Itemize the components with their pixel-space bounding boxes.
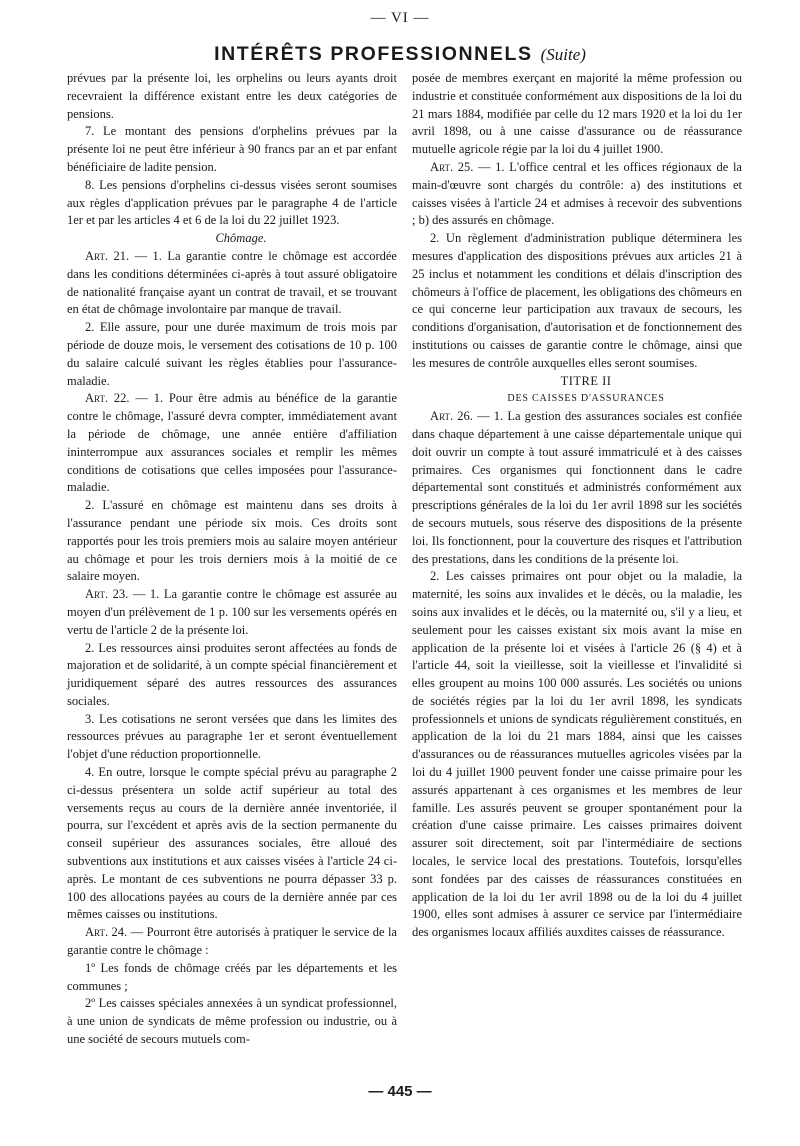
page-header: [0, 43, 800, 66]
right-column: [412, 70, 742, 942]
paragraph: 2. Elle assure, pour une durée maximum de trois mois par période de douze mois, le versement des cotisations de 10 p. 100 du salaire calculé suivant les règles établies pour l'assurance-maladie.: [67, 320, 397, 388]
article-text: — 1. La gestion des assurances sociales est confiée dans chaque département à une caisse départementale unique qui doit ouvrir un compte à tout assuré immatriculé et à des caisses primaires. Ces organismes qui fonctionnent dans le cadre départemental sont constitués et administrés conformément aux prescriptions générales de la loi du 1er avril 1898 sur les sociétés de secours mutuels, sous réserve des dispositions de la présente loi. Ils fonctionnent, pour la couverture des risques et l'attribution des prestations, dans les conditions de la présente loi.: [412, 409, 742, 566]
paragraph: 4. En outre, lorsque le compte spécial prévu au paragraphe 2 ci-dessus présentera un solde actif supérieur au total des versements reçus au cours de la dernière année inventoriée, il pourra, sur l'excédent et après avis de la section permanente du conseil supérieur des assurances sociales, être alloué des subventions aux institutions et aux caisses visées à l'article 24 ci-après. Le montant de ces subventions ne pourra dépasser 33 p. 100 des allocations payées au cours de la dernière année par ces mêmes caisses ou institutions.: [67, 765, 397, 922]
paragraph: 2. Un règlement d'administration publique déterminera les mesures d'application des dispositions prévues aux articles 21 à 25 inclus et notamment les conditions et délais d'inscription des chômeurs à l'office de placement, les obligations des chômeurs en ce qui concerne leur participation aux travaux de secours, les conditions d'organisation, d'autorisation et de fonctionnement des institutions ou caisses de garantie contre le chômage, ainsi que les mesures de contrôle auxquelles elles seront soumises.: [412, 231, 742, 370]
article-label: Art. 21.: [85, 248, 130, 263]
paragraph: prévues par la présente loi, les orphelins ou leurs ayants droit recevraient la différence existant entre les deux catégories de pensions.: [67, 71, 397, 121]
titre-heading: TITRE II: [560, 373, 612, 388]
article-23: [67, 586, 397, 639]
article-label: Art. 24.: [85, 925, 128, 940]
article-text: — 1. La garantie contre le chômage est assurée au moyen d'un prélèvement de 1 p. 100 sur les versements opérés en vertu de l'article 2 de la présente loi.: [67, 587, 397, 637]
titre-subtitle: DES CAISSES D'ASSURANCES: [507, 393, 665, 405]
article-text: — Pourront être autorisés à pratiquer le service de la garantie contre le chômage :: [67, 925, 397, 958]
left-column: [67, 70, 397, 1049]
paragraph: 2. Les ressources ainsi produites seront affectées au fonds de majoration et de solidarité, à un compte spécial financièrement et juridiquement séparé des autres ressources des assurances sociales.: [67, 640, 397, 708]
article-24: [67, 924, 397, 960]
paragraph: 3. Les cotisations ne seront versées que dans les limites des ressources prévues au paragraphe 1er et seront éventuellement l'objet d'une réduction proportionnelle.: [67, 711, 397, 762]
article-text: — 1. La garantie contre le chômage est accordée dans les conditions déterminées ci-après à tout assuré obligatoire de nationalité française ayant un contrat de travail, et se trouvant en état de chômage involontaire par manque de travail.: [67, 248, 397, 317]
header-suite: (Suite): [540, 45, 586, 64]
article-label: Art. 25.: [430, 159, 474, 174]
article-label: Art. 26.: [430, 409, 473, 424]
article-text: — 1. Pour être admis au bénéfice de la garantie contre le chômage, l'assuré devra compter, immédiatement avant la période de chômage, une année entière d'affiliation ininterrompue aux assurances sociales et remplir les mêmes conditions de cotisations que celles imposées pour l'assurance-maladie.: [67, 391, 397, 495]
paragraph: 2. Les caisses primaires ont pour objet ou la maladie, la maternité, les soins aux invalides et le décès, ou la maladie, les soins aux invalides et le décès, ou la maternité ou, s'il y a lieu, et seulement pour les caisses existant six mois avant la mise en application de la présente loi et visées à l'article 26 (§ 4) et à l'article 44, soit la vieillesse, soit la vieillesse et l'invalidité si elles groupent au moins 100 000 assurés. Les sociétés ou unions de sociétés régies par la loi du 1er avril 1898, les syndicats professionnels et unions de syndicats régulièrement constitués, en application de la loi du 21 mars 1884, ainsi que les caisses d'assurances ou de réassurances mutuelles agricoles visées par la loi du 4 juillet 1900 peuvent fonder une caisse primaire pour les assurés appartenant à ces organismes et les membres de leur famille. Les assurés peuvent se grouper spontanément pour la création d'une caisse primaire. Les caisses primaires doivent assurer soit directement, soit par l'intermédiaire de sections locales, le service local des prestations. Toutefois, lorsqu'elles sont fondées par des caisses de réassurances constituées en application de la loi du 1er avril 1898 ou de la loi du 4 juillet 1900, elles sont admises à assurer ce service par l'intermédiaire des organismes locaux affiliés auxdites caisses de réassurance.: [412, 569, 742, 940]
section-title: Chômage.: [215, 231, 267, 246]
list-item: 1º Les fonds de chômage créés par les départements et les communes ;: [67, 960, 397, 993]
article-label: Art. 23.: [85, 587, 129, 602]
article-label: Art. 22.: [85, 391, 130, 406]
paragraph: 7. Le montant des pensions d'orphelins prévues par la présente loi ne peut être inférieur à 90 francs par an et par enfant bénéficiaire de ladite pension.: [67, 124, 397, 174]
paragraph: 2. L'assuré en chômage est maintenu dans ses droits à l'assurance pendant une période six mois. Ces droits sont rapportés pour les trois premiers mois au salaire moyen antérieur au chômage et pour les trois derniers mois à la moitié de ce salaire moyen.: [67, 498, 397, 584]
paragraph: 8. Les pensions d'orphelins ci-dessus visées seront soumises aux règles d'application prévues par le paragraphe 4 de l'article 1er et par les articles 4 et 6 de la loi du 22 juillet 1923.: [67, 177, 397, 228]
article-text: — 1. L'office central et les offices régionaux de la main-d'œuvre sont chargés du contrôle: a) des institutions et caisses visées à l'article 24 et admises à recevoir des subventions ; b) des assurés en chômage.: [412, 159, 742, 228]
list-item: 2º Les caisses spéciales annexées à un syndicat professionnel, à une union de syndicats de même profession ou industrie, ou à une société de secours mutuels com-: [67, 996, 397, 1047]
header-title: INTÉRÊTS PROFESSIONNELS: [214, 43, 533, 65]
page-number-bottom: — 445 —: [368, 1083, 432, 1100]
article-26: [412, 408, 742, 568]
article-25: [412, 159, 742, 230]
article-22: [67, 390, 397, 497]
page-number-top: — VI —: [370, 10, 430, 26]
article-21: [67, 248, 397, 319]
paragraph: posée de membres exerçant en majorité la même profession ou industrie et constituée conformément aux dispositions de la loi du 21 mars 1884, modifiée par celle du 12 mars 1920 et la loi du 1er avril 1898, ou à une caisse d'assurance ou de réassurance mutuelle agricole régie par la loi du 4 juillet 1900.: [412, 71, 742, 157]
